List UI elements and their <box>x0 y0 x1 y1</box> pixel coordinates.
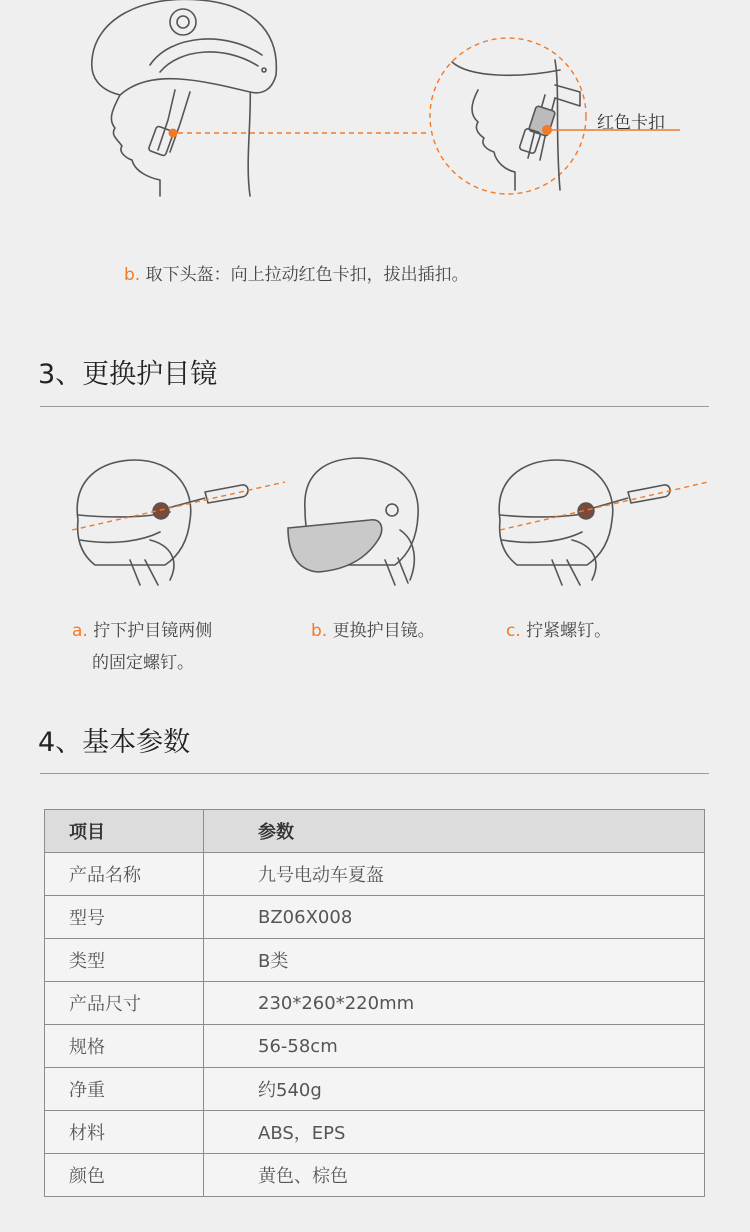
step-marker: b. <box>311 621 328 641</box>
row-item: 净重 <box>45 1068 204 1111</box>
row-item: 产品名称 <box>45 853 204 896</box>
section-title-replace-visor: 3、更换护目镜 <box>38 359 218 390</box>
table-row <box>45 896 705 939</box>
step-text-line1: 拧下护目镜两侧 <box>93 621 213 641</box>
helmet-step-c <box>499 460 708 585</box>
visor-replacement-illustrations <box>0 0 750 600</box>
row-item: 颜色 <box>45 1154 204 1197</box>
step-marker: b. <box>124 265 141 285</box>
step3-b <box>311 615 435 647</box>
table-row <box>45 853 705 896</box>
params-table <box>44 809 705 1197</box>
section-title-basic-params: 4、基本参数 <box>38 727 191 758</box>
step-text-line1: 更换护目镜。 <box>332 621 435 641</box>
step-text-line1: 拧紧螺钉。 <box>526 621 612 641</box>
table-row <box>45 1068 705 1111</box>
header-value: 参数 <box>204 810 705 853</box>
row-item: 类型 <box>45 939 204 982</box>
step3-c <box>506 615 611 647</box>
row-value: 230*260*220mm <box>204 982 705 1025</box>
row-item: 型号 <box>45 896 204 939</box>
red-buckle-label: 红色卡扣 <box>597 113 665 133</box>
table-row <box>45 1025 705 1068</box>
step-marker: a. <box>72 621 88 641</box>
row-value: 约540g <box>204 1068 705 1111</box>
table-header-row <box>45 810 705 853</box>
row-value: 九号电动车夏盔 <box>204 853 705 896</box>
table-row <box>45 1111 705 1154</box>
row-value: BZ06X008 <box>204 896 705 939</box>
row-value: 黄色、棕色 <box>204 1154 705 1197</box>
row-item: 材料 <box>45 1111 204 1154</box>
step-text: 取下头盔：向上拉动红色卡扣，拔出插扣。 <box>145 265 469 285</box>
table-row <box>45 1154 705 1197</box>
row-item: 产品尺寸 <box>45 982 204 1025</box>
row-value: B类 <box>204 939 705 982</box>
row-item: 规格 <box>45 1025 204 1068</box>
step-text-line2: 的固定螺钉。 <box>92 653 194 673</box>
table-row <box>45 982 705 1025</box>
helmet-step-b <box>288 458 418 585</box>
row-value: 56-58cm <box>204 1025 705 1068</box>
step3-a <box>72 615 212 679</box>
header-item: 项目 <box>45 810 204 853</box>
row-value: ABS，EPS <box>204 1111 705 1154</box>
step-marker: c. <box>506 621 521 641</box>
table-row <box>45 939 705 982</box>
helmet-step-a <box>72 460 285 585</box>
section-divider <box>40 773 709 774</box>
